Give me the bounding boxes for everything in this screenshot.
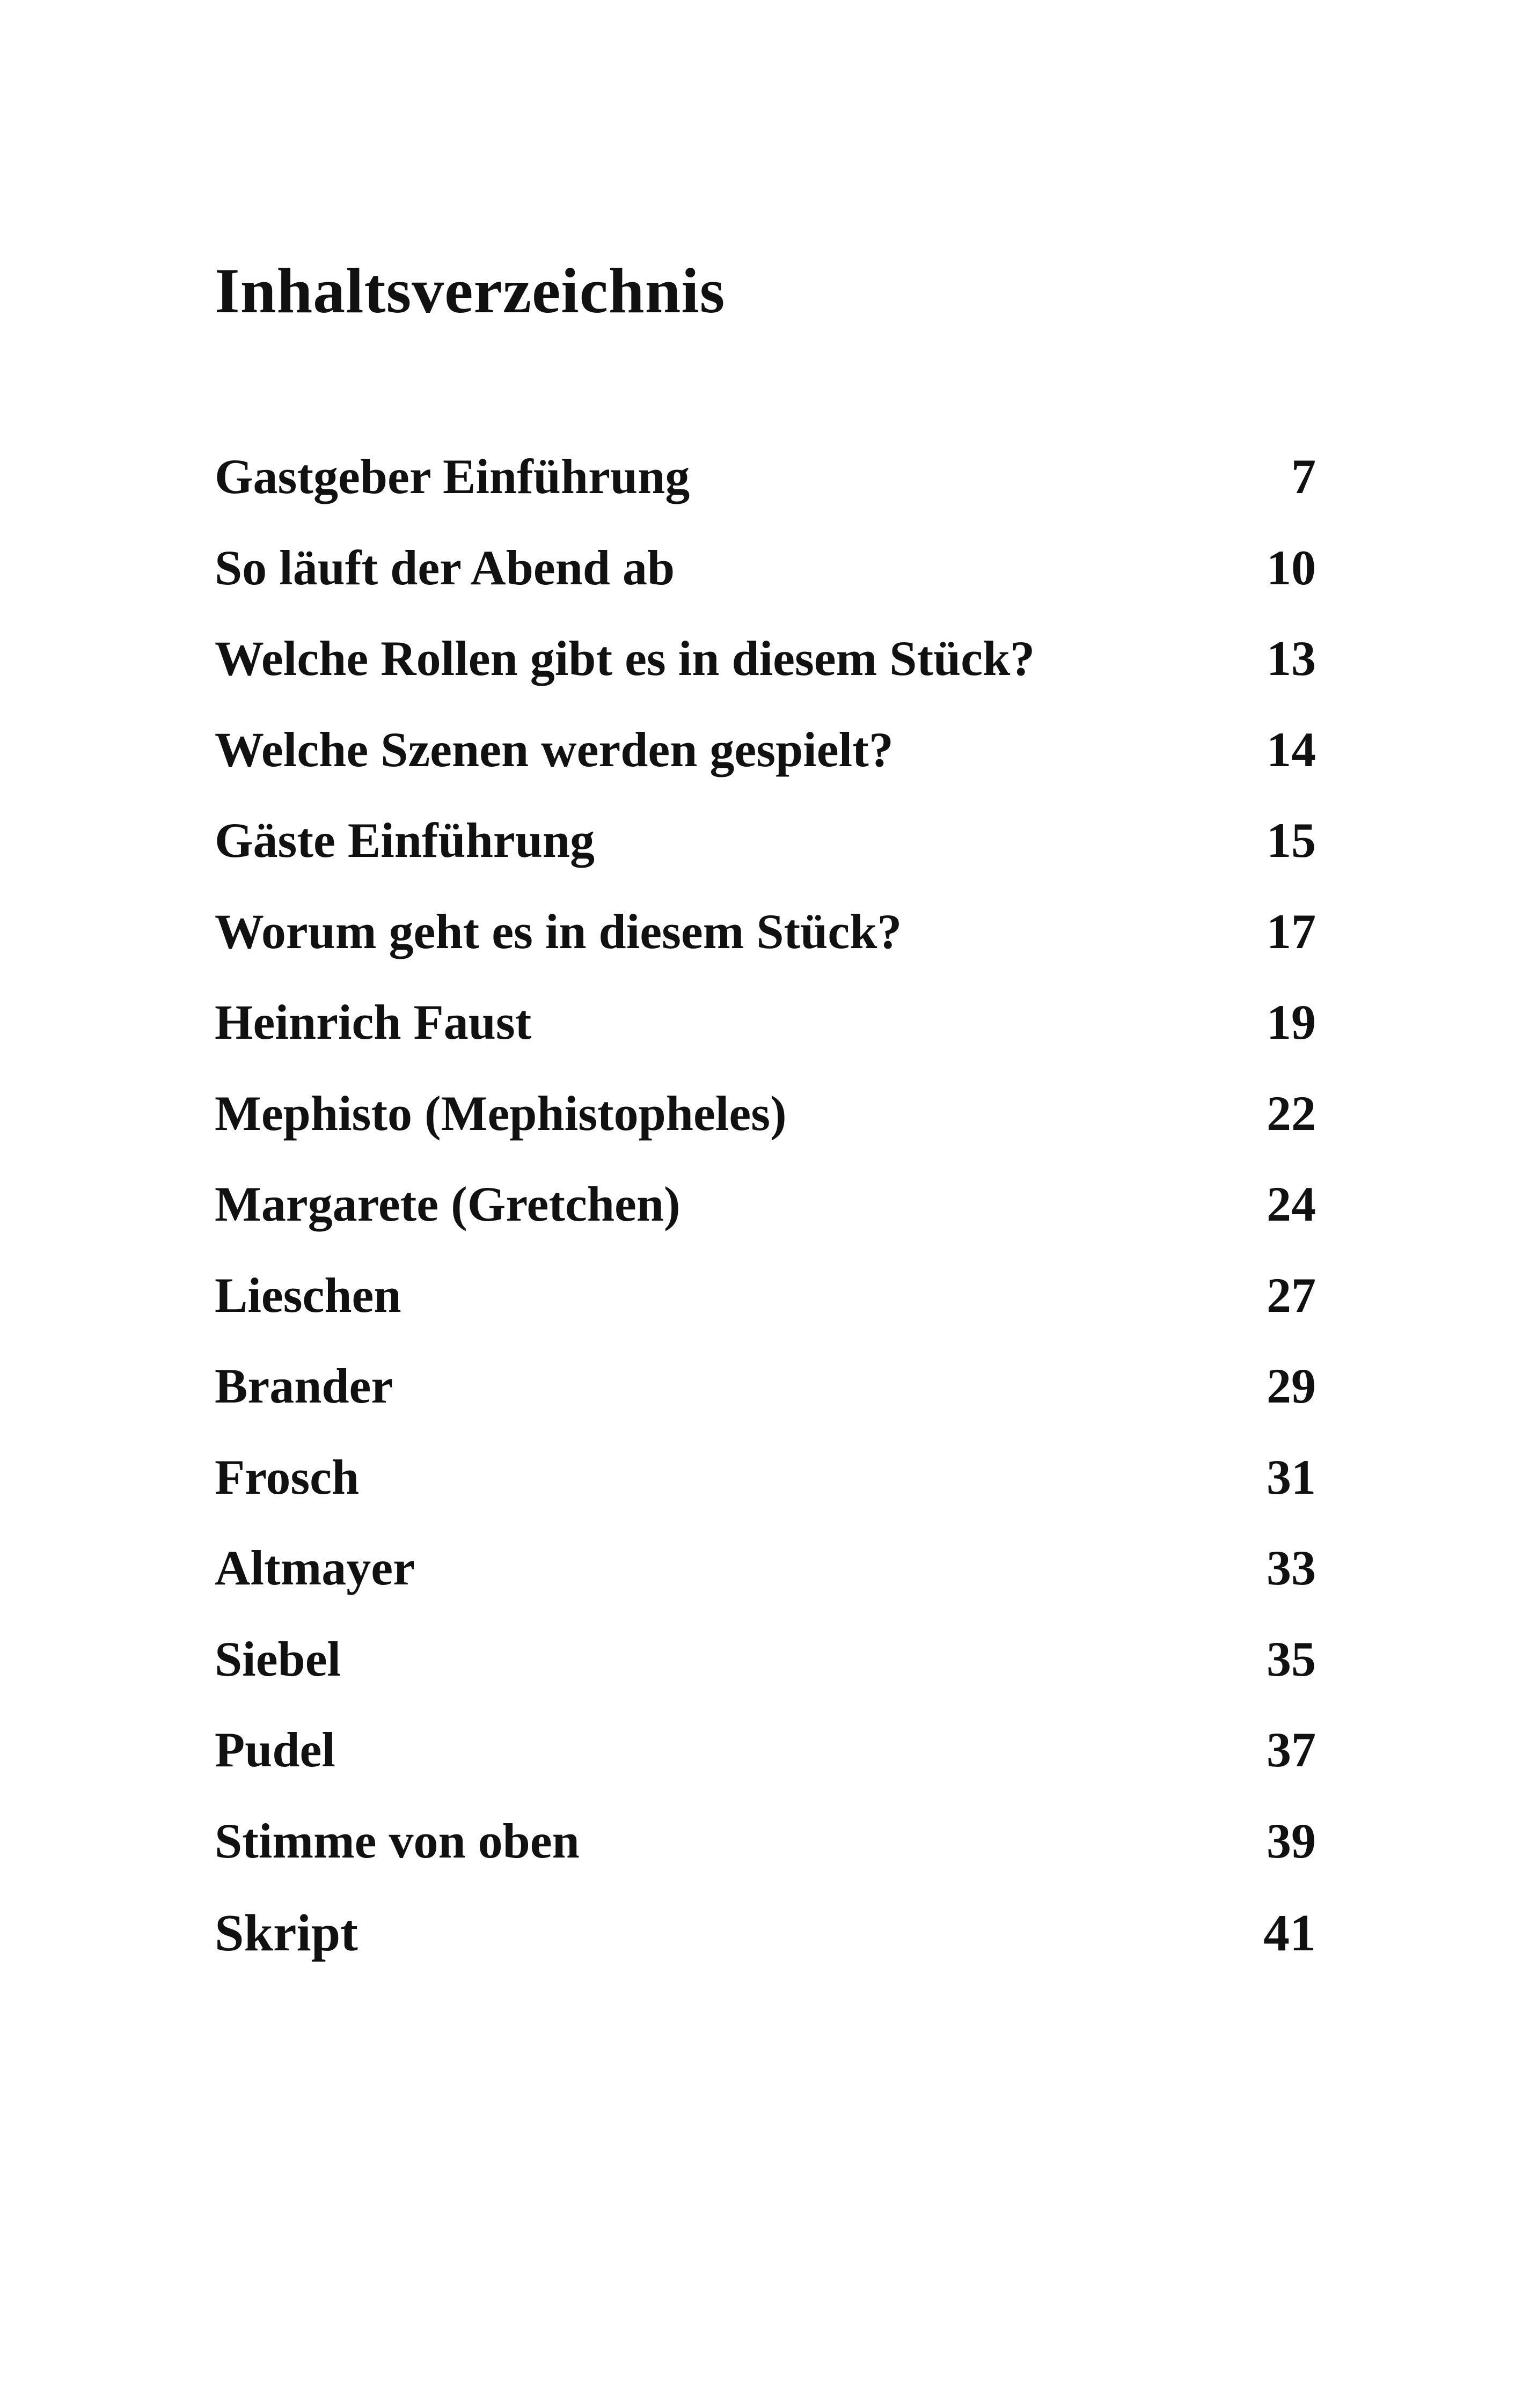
toc-page-number: 7: [1291, 449, 1316, 504]
toc-entry-title: Skript: [215, 1904, 358, 1962]
toc-entry-title: Worum geht es in diesem Stück?: [215, 904, 902, 959]
toc-entry: [215, 720, 1316, 811]
toc-entry-title: Welche Rollen gibt es in diesem Stück?: [215, 631, 1035, 686]
toc-entry: [215, 993, 1316, 1084]
toc-entry: [215, 447, 1316, 538]
toc-page-number: 15: [1267, 813, 1316, 868]
toc-list: [215, 447, 1316, 1993]
toc-entry: [215, 1266, 1316, 1357]
toc-entry-title: Gastgeber Einführung: [215, 449, 690, 504]
toc-entry-title: Welche Szenen werden gespielt?: [215, 722, 894, 777]
toc-page-number: 19: [1267, 995, 1316, 1049]
toc-entry-title: Heinrich Faust: [215, 995, 532, 1049]
toc-page-number: 27: [1267, 1267, 1316, 1323]
toc-page-number: 37: [1267, 1722, 1316, 1777]
toc-entry: [215, 629, 1316, 720]
toc-entry-title: Siebel: [215, 1631, 341, 1686]
toc-page-number: 31: [1267, 1449, 1316, 1504]
toc-entry: [215, 1356, 1316, 1448]
toc-entry-title: Gäste Einführung: [215, 813, 595, 868]
toc-page-number: 22: [1267, 1085, 1316, 1141]
toc-page-number: 10: [1267, 540, 1316, 595]
toc-entry-title: So läuft der Abend ab: [215, 540, 675, 595]
toc-entry: [215, 1720, 1316, 1811]
toc-entry-title: Frosch: [215, 1449, 360, 1504]
toc-page-number: 33: [1267, 1540, 1316, 1595]
toc-entry: [215, 1174, 1316, 1266]
toc-entry: [215, 1811, 1316, 1903]
toc-entry: [215, 811, 1316, 902]
toc-page-number: 39: [1267, 1813, 1316, 1868]
toc-page-number: 17: [1267, 904, 1316, 959]
toc-entry-title: Brander: [215, 1359, 393, 1413]
toc-page-number: 35: [1267, 1631, 1316, 1686]
toc-page-number: 13: [1267, 631, 1316, 686]
toc-page-number: 41: [1263, 1904, 1316, 1962]
toc-entry-title: Stimme von oben: [215, 1813, 580, 1868]
toc-entry: [215, 1538, 1316, 1629]
toc-entry: [215, 538, 1316, 629]
toc-page-number: 29: [1267, 1359, 1316, 1413]
toc-entry: [215, 902, 1316, 993]
toc-heading: Inhaltsverzeichnis: [215, 255, 726, 326]
toc-page-number: 14: [1267, 722, 1316, 777]
toc-entry: [215, 1629, 1316, 1721]
toc-entry-title: Altmayer: [215, 1540, 415, 1595]
toc-entry: [215, 1902, 1316, 1993]
toc-page-number: 24: [1267, 1177, 1316, 1231]
toc-entry-title: Margarete (Gretchen): [215, 1177, 680, 1231]
toc-entry: [215, 1084, 1316, 1175]
toc-entry-title: Mephisto (Mephistopheles): [215, 1085, 787, 1141]
toc-entry: [215, 1448, 1316, 1539]
toc-entry-title: Pudel: [215, 1722, 335, 1777]
toc-entry-title: Lieschen: [215, 1267, 401, 1323]
